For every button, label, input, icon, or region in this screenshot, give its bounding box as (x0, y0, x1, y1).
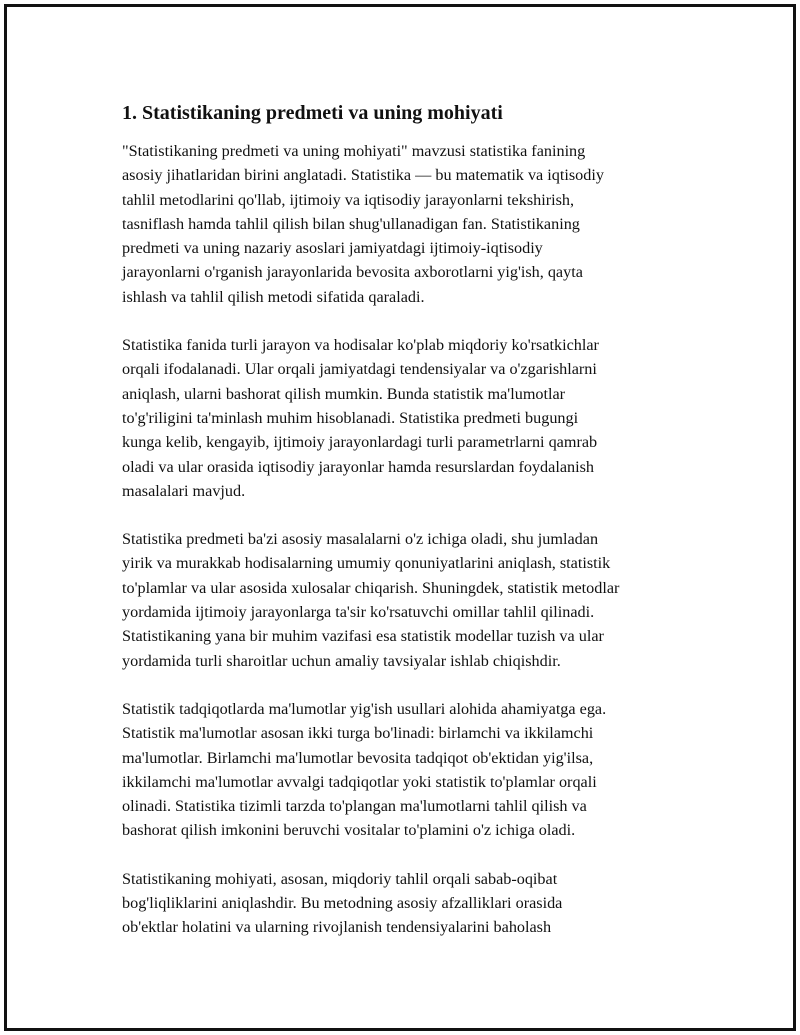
text-line: yirik va murakkab hodisalarning umumiy qonuniyatlarini aniqlash, statistik (122, 554, 611, 573)
text-line: oladi va ular orasida iqtisodiy jarayonlar hamda resurslardan foydalanish (122, 457, 594, 476)
paragraph-1 (122, 139, 697, 309)
text-line: masalalari mavjud. (122, 481, 246, 500)
page-frame (4, 4, 796, 1031)
text-line: aniqlash, ularni bashorat qilish mumkin. Bunda statistik ma'lumotlar (122, 384, 566, 403)
text-line: Statistika fanida turli jarayon va hodisalar ko'plab miqdoriy ko'rsatkichlar (122, 336, 599, 355)
text-line: ma'lumotlar. Birlamchi ma'lumotlar bevosita tadqiqot ob'ektidan yig'ilsa, (122, 748, 594, 767)
text-line: bog'liqliklarini aniqlashdir. Bu metodning asosiy afzalliklari orasida (122, 894, 563, 913)
text-line: to'plamlar va ular asosida xulosalar chiqarish. Shuningdek, statistik metodlar (122, 578, 620, 597)
text-line: Statistik ma'lumotlar asosan ikki turga bo'linadi: birlamchi va ikkilamchi (122, 724, 594, 743)
document-body (122, 100, 697, 964)
paragraph-3 (122, 527, 697, 673)
text-line: Statistik tadqiqotlarda ma'lumotlar yig'ish usullari alohida ahamiyatga ega. (122, 699, 607, 718)
text-line: to'g'riligini ta'minlash muhim hisoblanadi. Statistika predmeti bugungi (122, 408, 579, 427)
text-line: ishlash va tahlil qilish metodi sifatida qaraladi. (122, 287, 425, 306)
text-line: olinadi. Statistika tizimli tarzda to'plangan ma'lumotlarni tahlil qilish va (122, 797, 587, 816)
text-line: "Statistikaning predmeti va uning mohiyati" mavzusi statistika fanining (122, 142, 586, 160)
text-line: asosiy jihatlaridan birini anglatadi. Statistika — bu matematik va iqtisodiy (122, 166, 604, 185)
text-line: ikkilamchi ma'lumotlar avvalgi tadqiqotlar yoki statistik to'plamlar orqali (122, 772, 597, 791)
text-line: ob'ektlar holatini va ularning rivojlanish tendensiyalarini baholash (122, 918, 552, 937)
text-line: Statistikaning mohiyati, asosan, miqdoriy tahlil orqali sabab-oqibat (122, 869, 558, 888)
text-line: jarayonlarni o'rganish jarayonlarida bevosita axborotlarni yig'ish, qayta (122, 263, 583, 282)
text-line: predmeti va uning nazariy asoslari jamiyatdagi ijtimoiy-iqtisodiy (122, 239, 543, 258)
paragraph-4 (122, 697, 697, 843)
text-line: orqali ifodalanadi. Ular orqali jamiyatdagi tendensiyalar va o'zgarishlarni (122, 360, 597, 379)
paragraph-5 (122, 867, 697, 940)
text-line: tahlil metodlarini qo'llab, ijtimoiy va iqtisodiy jarayonlarni tekshirish, (122, 190, 575, 209)
text-line: bashorat qilish imkonini beruvchi vositalar to'plamini o'z ichiga oladi. (122, 821, 576, 840)
section-title: 1. Statistikaning predmeti va uning mohiyati (122, 102, 503, 124)
text-line: kunga kelib, kengayib, ijtimoiy jarayonlardagi turli parametrlarni qamrab (122, 433, 598, 452)
text-line: tasniflash hamda tahlil qilish bilan shug'ullanadigan fan. Statistikaning (122, 214, 580, 233)
text-line: yordamida ijtimoiy jarayonlarga ta'sir ko'rsatuvchi omillar tahlil qilinadi. (122, 603, 595, 622)
paragraph-2 (122, 333, 697, 503)
text-line: Statistikaning yana bir muhim vazifasi esa statistik modellar tuzish va ular (122, 627, 604, 646)
text-line: yordamida turli sharoitlar uchun amaliy tavsiyalar ishlab chiqishdir. (122, 651, 561, 670)
text-line: Statistika predmeti ba'zi asosiy masalalarni o'z ichiga oladi, shu jumladan (122, 530, 599, 549)
